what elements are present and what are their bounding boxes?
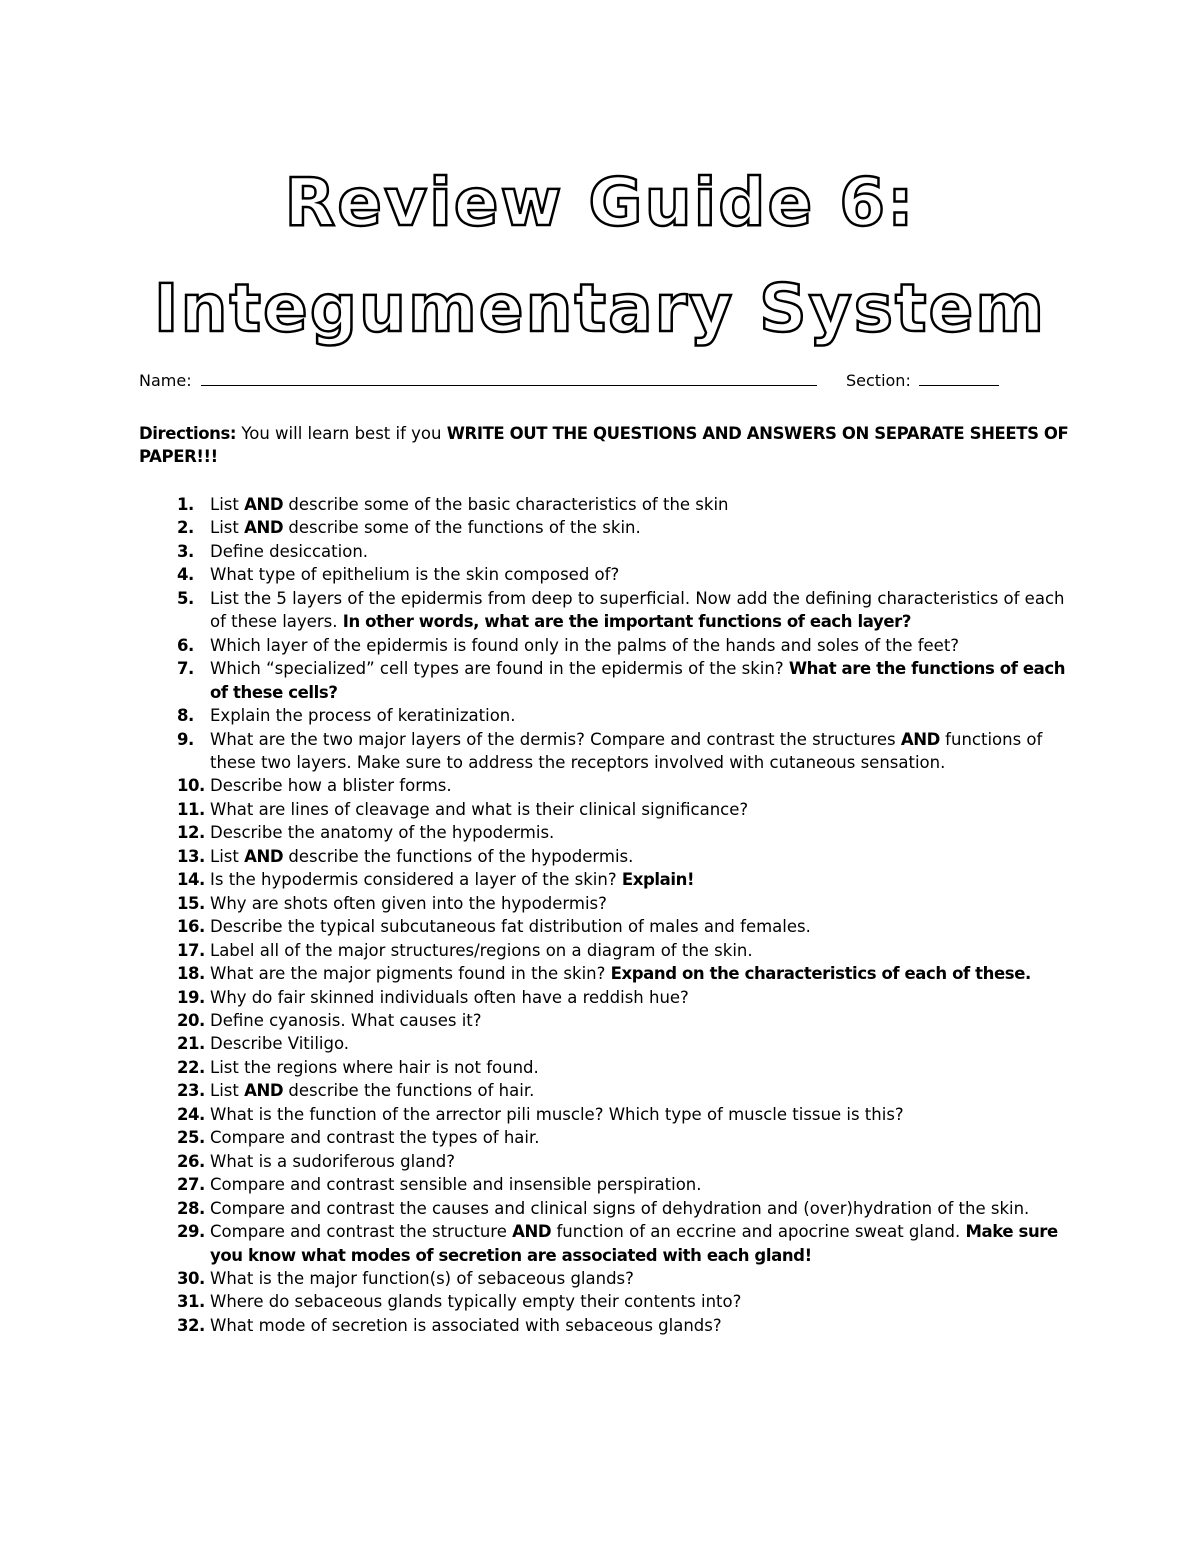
question-text: What are the major pigments found in the skin? — [210, 964, 611, 984]
question-number: 29. — [177, 1222, 205, 1242]
question-item — [139, 563, 1074, 586]
question-number: 5. — [177, 588, 194, 608]
question-number: 30. — [177, 1268, 205, 1288]
question-number: 14. — [177, 870, 205, 890]
question-text: Explain the process of keratinization. — [210, 706, 516, 726]
question-number: 6. — [177, 635, 194, 655]
question-text: Which “specialized” cell types are found in the epidermis of the skin? — [210, 659, 789, 679]
question-number: 18. — [177, 964, 205, 984]
question-text: What are lines of cleavage and what is their clinical significance? — [210, 799, 749, 819]
question-item — [139, 1267, 1074, 1290]
question-text: Why do fair skinned individuals often have a reddish hue? — [210, 987, 689, 1007]
question-item — [139, 1220, 1074, 1267]
question-text: List — [210, 518, 245, 538]
question-number: 13. — [177, 846, 205, 866]
question-emphasis: AND — [900, 729, 940, 749]
question-text: Is the hypodermis considered a layer of the skin? — [210, 870, 622, 890]
question-number: 21. — [177, 1034, 205, 1054]
question-emphasis: Make sure you know what modes of secretion are associated with each gland! — [210, 1222, 1058, 1265]
question-item — [139, 939, 1074, 962]
question-text: What is a sudoriferous gland? — [210, 1151, 456, 1171]
question-text: What mode of secretion is associated with sebaceous glands? — [210, 1315, 722, 1335]
question-text: What is the function of the arrector pili muscle? Which type of muscle tissue is this? — [210, 1104, 904, 1124]
question-item — [139, 1290, 1074, 1313]
question-item — [139, 1126, 1074, 1149]
question-number: 22. — [177, 1057, 205, 1077]
question-number: 7. — [177, 659, 194, 679]
question-text: Compare and contrast sensible and insensible perspiration. — [210, 1175, 702, 1195]
question-item — [139, 798, 1074, 821]
question-item — [139, 1103, 1074, 1126]
question-text: What are the two major layers of the dermis? Compare and contrast the structures — [210, 729, 901, 749]
question-item — [139, 540, 1074, 563]
name-label: Name: — [139, 371, 192, 390]
question-text: Compare and contrast the types of hair. — [210, 1128, 540, 1148]
question-item — [139, 1173, 1074, 1196]
name-blank-line[interactable] — [201, 385, 817, 386]
question-item — [139, 704, 1074, 727]
question-text: List — [210, 846, 245, 866]
name-section-row — [139, 370, 1059, 392]
question-item — [139, 868, 1074, 891]
question-item — [139, 1150, 1074, 1173]
question-text: Label all of the major structures/regions on a diagram of the skin. — [210, 940, 753, 960]
question-emphasis: What are the functions of each of these cells? — [210, 659, 1066, 702]
question-text: function of an eccrine and apocrine sweat gland. — [551, 1222, 966, 1242]
question-number: 24. — [177, 1104, 205, 1124]
question-number: 3. — [177, 541, 194, 561]
question-item — [139, 587, 1074, 634]
question-number: 19. — [177, 987, 205, 1007]
question-item — [139, 634, 1074, 657]
directions-emphasis: WRITE OUT THE QUESTIONS AND ANSWERS ON SEPARATE SHEETS OF PAPER!!! — [139, 424, 1069, 466]
question-number: 25. — [177, 1128, 205, 1148]
question-number: 16. — [177, 917, 205, 937]
question-list — [139, 493, 1074, 1337]
question-emphasis: Explain! — [621, 870, 695, 890]
question-emphasis: In other words, what are the important functions of each layer? — [342, 612, 912, 632]
question-item — [139, 821, 1074, 844]
question-text: Compare and contrast the causes and clinical signs of dehydration and (over)hydration of the skin. — [210, 1198, 1030, 1218]
question-text: Define desiccation. — [210, 541, 369, 561]
question-text: List the 5 layers of the epidermis from deep to superficial. Now add the defining characteristics of each of these layers. — [210, 588, 1065, 632]
question-item — [139, 1032, 1074, 1055]
question-text: What is the major function(s) of sebaceous glands? — [210, 1268, 634, 1288]
question-number: 9. — [177, 729, 194, 749]
question-text: Describe how a blister forms. — [210, 776, 452, 796]
question-item — [139, 1079, 1074, 1102]
question-item — [139, 962, 1074, 985]
question-item — [139, 516, 1074, 539]
question-number: 23. — [177, 1081, 205, 1101]
question-emphasis: Expand on the characteristics of each of these. — [610, 964, 1031, 984]
question-number: 20. — [177, 1010, 205, 1030]
question-text: describe some of the functions of the skin. — [283, 518, 641, 538]
question-text: describe some of the basic characteristics of the skin — [283, 495, 729, 514]
section-label: Section: — [846, 371, 911, 390]
question-text: Compare and contrast the structure — [210, 1222, 513, 1242]
directions-paragraph — [139, 422, 1069, 468]
question-item — [139, 1197, 1074, 1220]
question-item — [139, 986, 1074, 1009]
page-title-line-2: Integumentary System — [153, 270, 1047, 347]
question-number: 28. — [177, 1198, 205, 1218]
question-item — [139, 774, 1074, 797]
question-emphasis: AND — [244, 495, 284, 514]
question-emphasis: AND — [512, 1222, 552, 1242]
question-number: 12. — [177, 823, 205, 843]
directions-label: Directions: — [139, 424, 237, 443]
question-text: Describe the typical subcutaneous fat distribution of males and females. — [210, 917, 811, 937]
question-text: List the regions where hair is not found. — [210, 1057, 539, 1077]
question-text: functions of these two layers. Make sure to address the receptors involved with cutaneous sensation. — [210, 729, 1043, 772]
question-item — [139, 493, 1074, 516]
question-text: describe the functions of the hypodermis. — [283, 846, 634, 866]
question-emphasis: AND — [244, 518, 284, 538]
question-text: Describe the anatomy of the hypodermis. — [210, 823, 555, 843]
question-item — [139, 1056, 1074, 1079]
question-number: 17. — [177, 940, 205, 960]
question-number: 15. — [177, 893, 205, 913]
question-item — [139, 892, 1074, 915]
question-number: 1. — [177, 495, 194, 514]
question-text: describe the functions of hair. — [283, 1081, 535, 1101]
question-number: 26. — [177, 1151, 205, 1171]
question-text: Define cyanosis. What causes it? — [210, 1010, 482, 1030]
question-text: Describe Vitiligo. — [210, 1034, 350, 1054]
question-text: List — [210, 495, 245, 514]
question-number: 10. — [177, 776, 205, 796]
page-title-line-1: Review Guide 6: — [284, 164, 916, 241]
question-item — [139, 845, 1074, 868]
question-emphasis: AND — [244, 1081, 284, 1101]
question-number: 32. — [177, 1315, 205, 1335]
question-number: 31. — [177, 1292, 205, 1312]
question-number: 4. — [177, 565, 194, 585]
question-item — [139, 1314, 1074, 1337]
question-emphasis: AND — [244, 846, 284, 866]
question-number: 2. — [177, 518, 194, 538]
question-item — [139, 915, 1074, 938]
question-item — [139, 1009, 1074, 1032]
question-item — [139, 657, 1074, 704]
question-number: 27. — [177, 1175, 205, 1195]
question-number: 11. — [177, 799, 205, 819]
directions-text: You will learn best if you — [236, 424, 447, 443]
question-item — [139, 728, 1074, 775]
section-blank-line[interactable] — [919, 385, 999, 386]
question-text: What type of epithelium is the skin composed of? — [210, 565, 620, 585]
question-text: Which layer of the epidermis is found only in the palms of the hands and soles of the feet? — [210, 635, 960, 655]
question-text: Where do sebaceous glands typically empty their contents into? — [210, 1292, 742, 1312]
question-number: 8. — [177, 706, 194, 726]
question-text: Why are shots often given into the hypodermis? — [210, 893, 607, 913]
question-text: List — [210, 1081, 245, 1101]
